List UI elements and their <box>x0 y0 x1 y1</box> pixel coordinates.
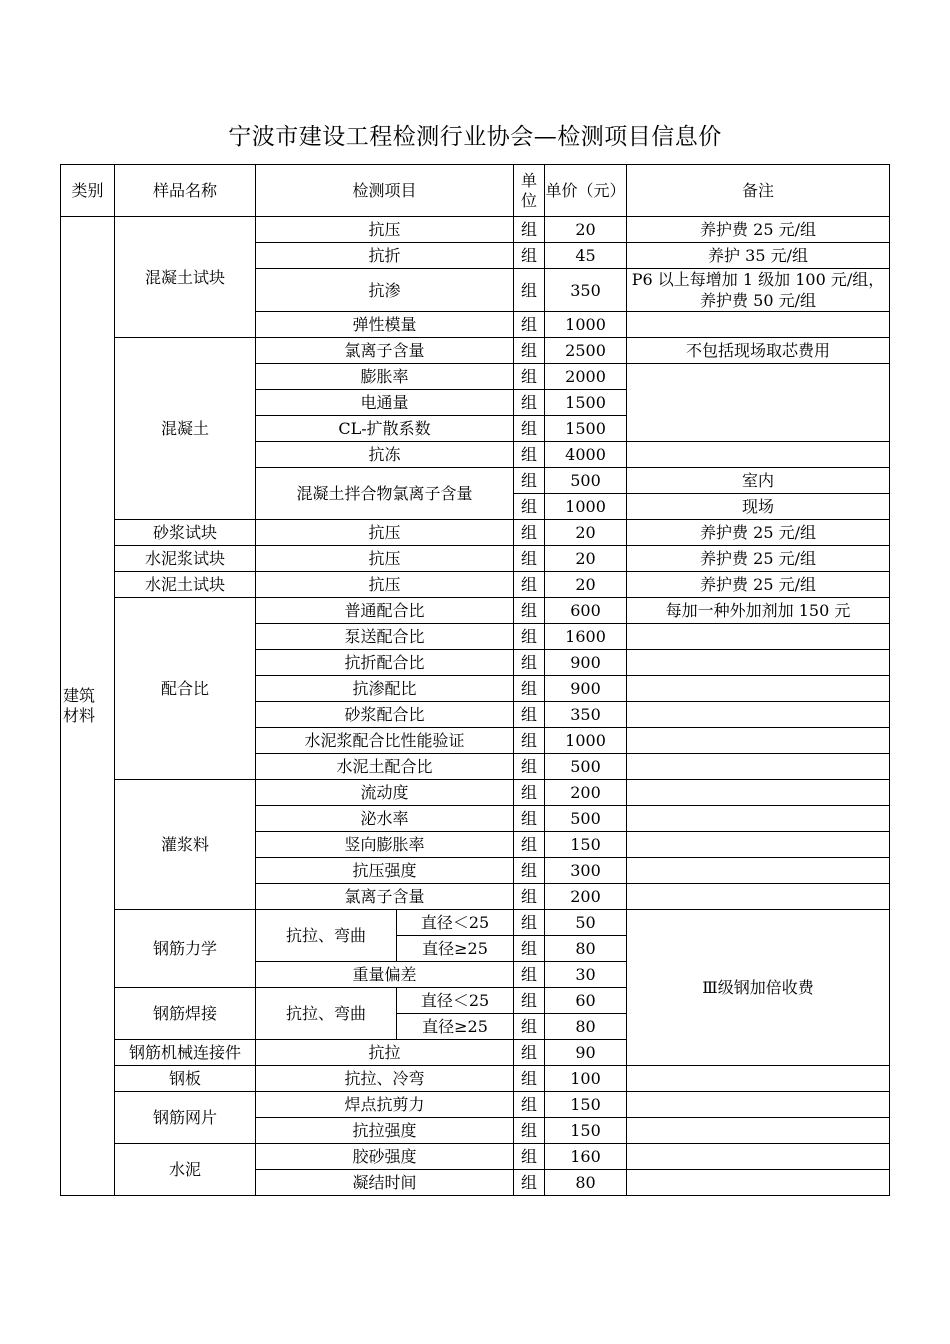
unit-cell: 组 <box>514 494 545 520</box>
table-row <box>61 520 890 546</box>
item-cell: 抗压强度 <box>256 858 514 884</box>
item-cell: 重量偏差 <box>256 962 514 988</box>
price-cell: 350 <box>545 269 627 312</box>
table-row <box>61 598 890 624</box>
price-cell: 20 <box>545 572 627 598</box>
unit-cell: 组 <box>514 1092 545 1118</box>
unit-cell: 组 <box>514 1066 545 1092</box>
unit-cell: 组 <box>514 884 545 910</box>
item-cell: 抗拉、弯曲 <box>256 910 397 962</box>
remark-cell: P6 以上每增加 1 级加 100 元/组， 养护费 50 元/组 <box>627 269 890 312</box>
price-cell: 1000 <box>545 728 627 754</box>
price-cell: 20 <box>545 520 627 546</box>
price-cell: 100 <box>545 1066 627 1092</box>
item-cell: 泵送配合比 <box>256 624 514 650</box>
remark-cell <box>627 650 890 676</box>
unit-cell: 组 <box>514 416 545 442</box>
price-cell: 300 <box>545 858 627 884</box>
item-cell: 焊点抗剪力 <box>256 1092 514 1118</box>
price-cell: 45 <box>545 243 627 269</box>
item-cell: 抗压 <box>256 572 514 598</box>
remark-cell: 养护 35 元/组 <box>627 243 890 269</box>
remark-cell: 现场 <box>627 494 890 520</box>
sample-cell: 水泥浆试块 <box>115 546 256 572</box>
price-table <box>60 164 890 1196</box>
item-cell: 泌水率 <box>256 806 514 832</box>
price-cell: 4000 <box>545 442 627 468</box>
unit-cell: 组 <box>514 312 545 338</box>
category-cell: 建筑 材料 <box>61 217 115 1196</box>
unit-cell: 组 <box>514 936 545 962</box>
unit-cell: 组 <box>514 572 545 598</box>
remark-cell: 不包括现场取芯费用 <box>627 338 890 364</box>
table-row <box>61 546 890 572</box>
item-cell: 水泥土配合比 <box>256 754 514 780</box>
remark-cell <box>627 364 890 442</box>
item-cell: 流动度 <box>256 780 514 806</box>
table-row <box>61 217 890 243</box>
unit-cell: 组 <box>514 728 545 754</box>
item-cell: 抗压 <box>256 520 514 546</box>
item-cell: 抗折 <box>256 243 514 269</box>
remark-cell <box>627 858 890 884</box>
sample-cell: 水泥 <box>115 1144 256 1196</box>
item-cell: 混凝土拌合物氯离子含量 <box>256 468 514 520</box>
table-row <box>61 1144 890 1170</box>
remark-cell: 养护费 25 元/组 <box>627 520 890 546</box>
price-cell: 900 <box>545 650 627 676</box>
unit-cell: 组 <box>514 269 545 312</box>
unit-cell: 组 <box>514 702 545 728</box>
table-row <box>61 1066 890 1092</box>
header-row <box>61 165 890 217</box>
unit-cell: 组 <box>514 468 545 494</box>
unit-cell: 组 <box>514 442 545 468</box>
remark-cell <box>627 832 890 858</box>
table-row <box>61 780 890 806</box>
item-cell: 氯离子含量 <box>256 338 514 364</box>
price-cell: 90 <box>545 1040 627 1066</box>
unit-cell: 组 <box>514 1014 545 1040</box>
unit-cell: 组 <box>514 832 545 858</box>
remark-cell: Ⅲ级钢加倍收费 <box>627 910 890 1066</box>
unit-cell: 组 <box>514 1118 545 1144</box>
remark-cell: 养护费 25 元/组 <box>627 546 890 572</box>
unit-cell: 组 <box>514 1170 545 1196</box>
price-cell: 500 <box>545 468 627 494</box>
item-cell: 抗渗 <box>256 269 514 312</box>
header-unit: 单 位 <box>514 165 545 217</box>
item-cell: 凝结时间 <box>256 1170 514 1196</box>
item-cell: 抗压 <box>256 217 514 243</box>
unit-cell: 组 <box>514 962 545 988</box>
price-cell: 160 <box>545 1144 627 1170</box>
price-cell: 600 <box>545 598 627 624</box>
remark-cell <box>627 312 890 338</box>
remark-cell <box>627 702 890 728</box>
price-cell: 2000 <box>545 364 627 390</box>
remark-cell <box>627 754 890 780</box>
unit-cell: 组 <box>514 650 545 676</box>
price-cell: 20 <box>545 217 627 243</box>
remark-cell: 养护费 25 元/组 <box>627 217 890 243</box>
sample-cell: 砂浆试块 <box>115 520 256 546</box>
sample-cell: 混凝土试块 <box>115 217 256 338</box>
unit-cell: 组 <box>514 390 545 416</box>
sample-cell: 钢筋焊接 <box>115 988 256 1040</box>
remark-cell: 养护费 25 元/组 <box>627 572 890 598</box>
item-cell: 胶砂强度 <box>256 1144 514 1170</box>
remark-cell <box>627 1066 890 1092</box>
unit-cell: 组 <box>514 520 545 546</box>
sample-cell: 钢筋力学 <box>115 910 256 988</box>
unit-cell: 组 <box>514 988 545 1014</box>
item-cell: 抗冻 <box>256 442 514 468</box>
remark-cell <box>627 884 890 910</box>
remark-cell: 每加一种外加剂加 150 元 <box>627 598 890 624</box>
item-cell: 膨胀率 <box>256 364 514 390</box>
remark-cell <box>627 676 890 702</box>
price-cell: 30 <box>545 962 627 988</box>
unit-cell: 组 <box>514 624 545 650</box>
item-cell: 抗拉、冷弯 <box>256 1066 514 1092</box>
remark-cell <box>627 1092 890 1118</box>
header-remark: 备注 <box>627 165 890 217</box>
price-cell: 1500 <box>545 416 627 442</box>
item-cell: 砂浆配合比 <box>256 702 514 728</box>
unit-cell: 组 <box>514 1040 545 1066</box>
remark-cell: 室内 <box>627 468 890 494</box>
price-cell: 500 <box>545 754 627 780</box>
unit-cell: 组 <box>514 598 545 624</box>
price-cell: 80 <box>545 1014 627 1040</box>
table-row <box>61 910 890 936</box>
price-cell: 500 <box>545 806 627 832</box>
price-cell: 1600 <box>545 624 627 650</box>
subitem-cell: 直径＜25 <box>397 988 514 1014</box>
remark-cell <box>627 1118 890 1144</box>
price-cell: 80 <box>545 936 627 962</box>
price-cell: 900 <box>545 676 627 702</box>
price-cell: 1500 <box>545 390 627 416</box>
price-cell: 60 <box>545 988 627 1014</box>
sample-cell: 混凝土 <box>115 338 256 520</box>
price-cell: 80 <box>545 1170 627 1196</box>
price-cell: 200 <box>545 780 627 806</box>
unit-cell: 组 <box>514 217 545 243</box>
table-row <box>61 1092 890 1118</box>
price-cell: 20 <box>545 546 627 572</box>
item-cell: 抗拉 <box>256 1040 514 1066</box>
table-row <box>61 572 890 598</box>
sample-cell: 灌浆料 <box>115 780 256 910</box>
unit-cell: 组 <box>514 910 545 936</box>
item-cell: 抗渗配比 <box>256 676 514 702</box>
sample-cell: 水泥土试块 <box>115 572 256 598</box>
unit-cell: 组 <box>514 546 545 572</box>
remark-cell <box>627 728 890 754</box>
item-cell: 抗折配合比 <box>256 650 514 676</box>
remark-cell <box>627 442 890 468</box>
item-cell: 普通配合比 <box>256 598 514 624</box>
item-cell: 氯离子含量 <box>256 884 514 910</box>
item-cell: 抗拉、弯曲 <box>256 988 397 1040</box>
subitem-cell: 直径≥25 <box>397 1014 514 1040</box>
price-cell: 1000 <box>545 312 627 338</box>
sample-cell: 钢板 <box>115 1066 256 1092</box>
sample-cell: 钢筋机械连接件 <box>115 1040 256 1066</box>
price-cell: 150 <box>545 1118 627 1144</box>
item-cell: 竖向膨胀率 <box>256 832 514 858</box>
remark-cell <box>627 624 890 650</box>
unit-cell: 组 <box>514 754 545 780</box>
header-item: 检测项目 <box>256 165 514 217</box>
item-cell: CL-扩散系数 <box>256 416 514 442</box>
unit-cell: 组 <box>514 780 545 806</box>
item-cell: 电通量 <box>256 390 514 416</box>
remark-cell <box>627 1144 890 1170</box>
sample-cell: 配合比 <box>115 598 256 780</box>
price-cell: 150 <box>545 1092 627 1118</box>
item-cell: 抗压 <box>256 546 514 572</box>
unit-cell: 组 <box>514 676 545 702</box>
subitem-cell: 直径＜25 <box>397 910 514 936</box>
remark-cell <box>627 780 890 806</box>
price-cell: 2500 <box>545 338 627 364</box>
page-title: 宁波市建设工程检测行业协会—检测项目信息价 <box>228 124 722 150</box>
header-category: 类别 <box>61 165 115 217</box>
price-cell: 50 <box>545 910 627 936</box>
header-price: 单价（元） <box>545 165 627 217</box>
price-cell: 150 <box>545 832 627 858</box>
price-cell: 1000 <box>545 494 627 520</box>
unit-cell: 组 <box>514 1144 545 1170</box>
remark-cell <box>627 1170 890 1196</box>
header-sample: 样品名称 <box>115 165 256 217</box>
unit-cell: 组 <box>514 364 545 390</box>
unit-cell: 组 <box>514 858 545 884</box>
subitem-cell: 直径≥25 <box>397 936 514 962</box>
unit-cell: 组 <box>514 806 545 832</box>
unit-cell: 组 <box>514 243 545 269</box>
item-cell: 抗拉强度 <box>256 1118 514 1144</box>
remark-cell <box>627 806 890 832</box>
sample-cell: 钢筋网片 <box>115 1092 256 1144</box>
price-cell: 350 <box>545 702 627 728</box>
unit-cell: 组 <box>514 338 545 364</box>
item-cell: 弹性模量 <box>256 312 514 338</box>
item-cell: 水泥浆配合比性能验证 <box>256 728 514 754</box>
price-cell: 200 <box>545 884 627 910</box>
table-row <box>61 338 890 364</box>
